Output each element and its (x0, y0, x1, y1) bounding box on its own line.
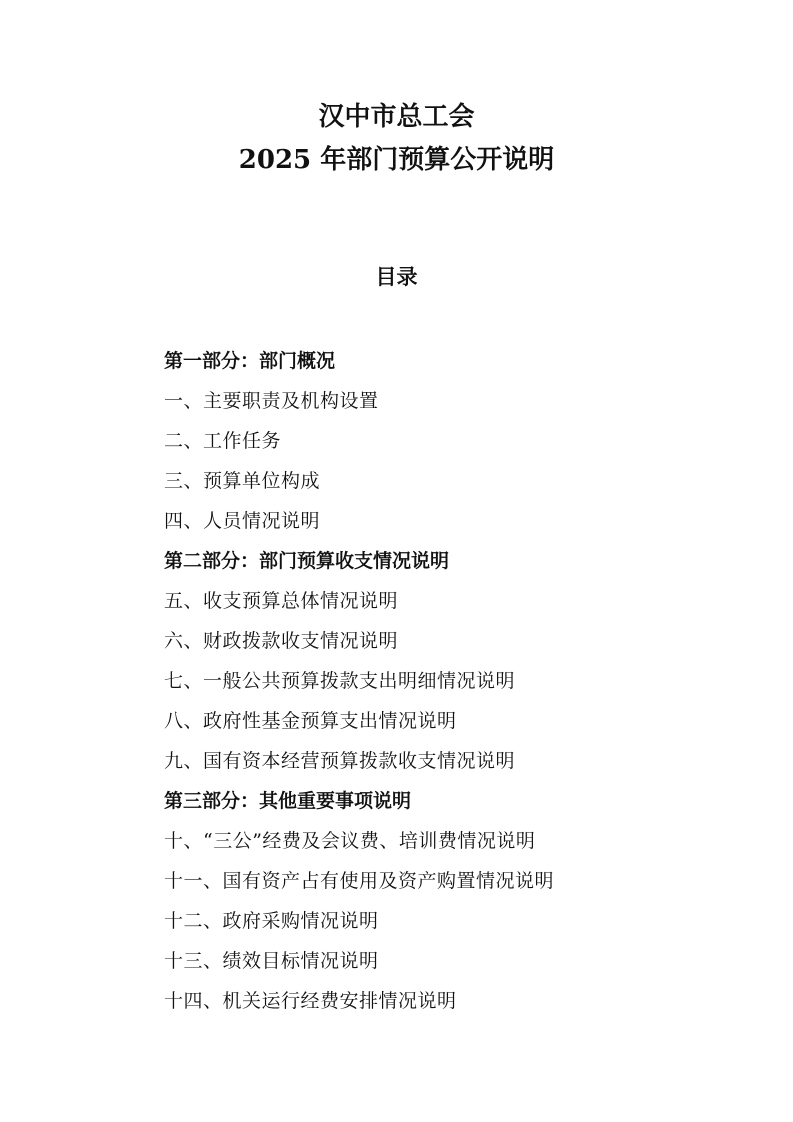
toc-entry: 十、“三公”经费及会议费、培训费情况说明 (164, 830, 536, 852)
table-of-contents (164, 344, 764, 1024)
toc-entry: 五、收支预算总体情况说明 (164, 590, 399, 612)
toc-entry: 三、预算单位构成 (164, 470, 321, 492)
toc-entry: 十三、绩效目标情况说明 (164, 950, 379, 972)
toc-entry: 十二、政府采购情况说明 (164, 910, 379, 932)
toc-entry: 七、一般公共预算拨款支出明细情况说明 (164, 670, 516, 692)
toc-entry: 六、财政拨款收支情况说明 (164, 630, 399, 652)
document-title-subject: 2025 年部门预算公开说明 (238, 145, 555, 175)
toc-entry: 四、人员情况说明 (164, 510, 321, 532)
toc-entry: 十一、国有资产占有使用及资产购置情况说明 (164, 870, 555, 892)
toc-entry: 十四、机关运行经费安排情况说明 (164, 990, 457, 1012)
toc-part-heading: 第二部分：部门预算收支情况说明 (164, 550, 450, 572)
toc-part-heading: 第三部分：其他重要事项说明 (164, 790, 412, 812)
toc-entry: 一、主要职责及机构设置 (164, 390, 379, 412)
toc-entry: 九、国有资本经营预算拨款收支情况说明 (164, 750, 516, 772)
toc-heading: 目录 (375, 265, 418, 289)
toc-entry: 八、政府性基金预算支出情况说明 (164, 710, 457, 732)
toc-entry: 二、工作任务 (164, 430, 282, 452)
document-title-organization: 汉中市总工会 (318, 102, 475, 132)
toc-part-heading: 第一部分：部门概况 (164, 350, 336, 372)
